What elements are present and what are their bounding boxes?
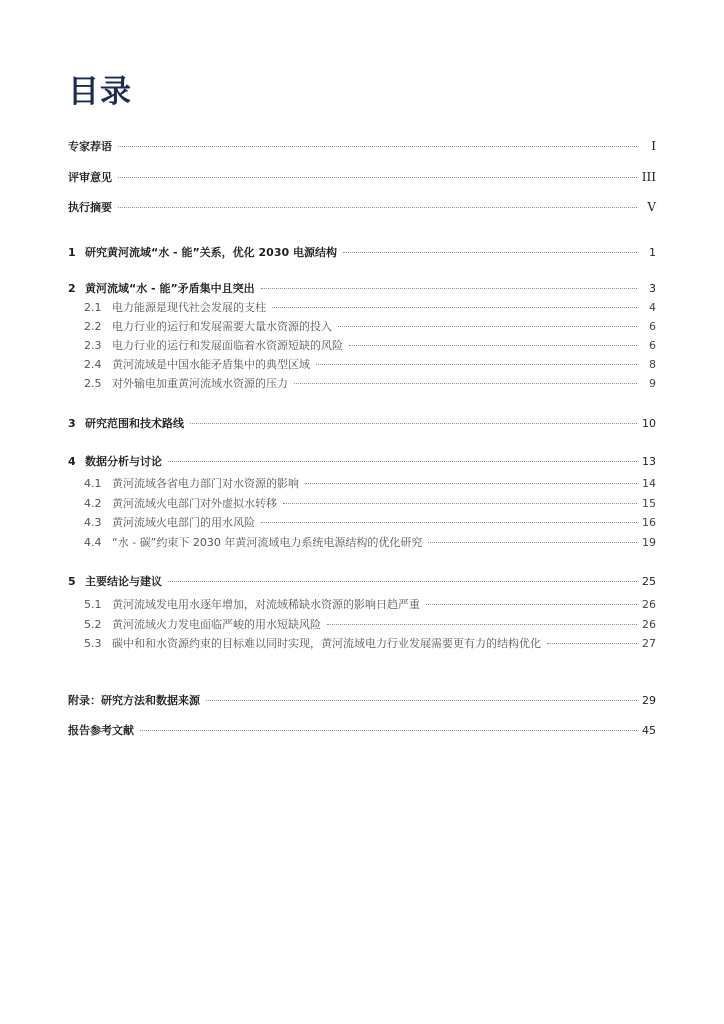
toc-page-number: 3 [649,282,656,295]
toc-chapter-1[interactable] [68,246,656,260]
dot-leader [140,730,637,731]
toc-chapter-2[interactable] [68,282,656,296]
section-number: 4.2 [84,497,102,510]
section-title: 黄河流域是中国水能矛盾集中的典型区域 [112,358,310,371]
dot-leader [305,483,637,484]
dot-leader [206,700,637,701]
dot-leader [261,288,637,289]
toc-section-2-4[interactable] [84,358,656,372]
toc-section-4-1[interactable] [84,477,656,491]
section-number: 5.2 [84,618,102,631]
toc-entry-front-3[interactable] [68,200,656,215]
toc-page-number: 14 [642,477,656,490]
dot-leader [343,252,637,253]
section-number: 2.4 [84,358,102,371]
chapter-title: 黄河流域“水 - 能”矛盾集中且突出 [85,282,255,295]
dot-leader [547,643,637,644]
chapter-number: 5 [68,575,76,588]
toc-page-number: 15 [642,497,656,510]
toc-page-number: 6 [649,320,656,333]
toc-chapter-5[interactable] [68,575,656,589]
toc-entry-references[interactable] [68,724,656,738]
toc-page-number: 6 [649,339,656,352]
toc-entry-front-2[interactable] [68,170,656,185]
toc-page-number: 1 [649,246,656,259]
toc-page-number: 8 [649,358,656,371]
chapter-title: 主要结论与建议 [85,575,162,588]
dot-leader [338,326,637,327]
page-title: 目录 [68,74,132,110]
dot-leader [283,503,637,504]
toc-section-5-2[interactable] [84,618,656,632]
section-number: 2.2 [84,320,102,333]
toc-section-4-2[interactable] [84,497,656,511]
dot-leader [261,522,637,523]
dot-leader [294,383,637,384]
toc-page-number: V [647,200,656,214]
toc-entry-label: 评审意见 [68,171,112,184]
toc-chapter-4[interactable] [68,455,656,469]
dot-leader [272,307,637,308]
toc-page-number: 25 [642,575,656,588]
toc-page-number: I [651,139,656,153]
section-number: 2.5 [84,377,102,390]
chapter-title: 研究范围和技术路线 [85,417,184,430]
toc-page-number: 45 [642,724,656,737]
toc-page-number: 26 [642,598,656,611]
chapter-title: 研究黄河流域“水 - 能”关系，优化 2030 电源结构 [85,246,337,259]
chapter-number: 4 [68,455,76,468]
toc-page-number: III [641,170,656,184]
toc-page-number: 27 [642,637,656,650]
dot-leader [428,542,637,543]
toc-page-number: 19 [642,536,656,549]
dot-leader [327,624,637,625]
dot-leader [316,364,637,365]
toc-page-number: 9 [649,377,656,390]
section-title: 碳中和和水资源约束的目标难以同时实现，黄河流域电力行业发展需要更有力的结构优化 [112,637,541,650]
dot-leader [349,345,637,346]
section-number: 2.3 [84,339,102,352]
section-number: 5.1 [84,598,102,611]
dot-leader [168,581,637,582]
toc-section-2-1[interactable] [84,301,656,315]
toc-section-5-3[interactable] [84,637,656,651]
section-title: 对外输电加重黄河流域水资源的压力 [112,377,288,390]
toc-entry-label: 执行摘要 [68,201,112,214]
dot-leader [190,423,637,424]
section-title: 黄河流域各省电力部门对水资源的影响 [112,477,299,490]
toc-entry-label: 附录：研究方法和数据来源 [68,694,200,707]
toc-section-4-3[interactable] [84,516,656,530]
dot-leader [168,461,637,462]
section-number: 2.1 [84,301,102,314]
section-number: 5.3 [84,637,102,650]
section-number: 4.4 [84,536,102,549]
toc-page-number: 29 [642,694,656,707]
section-title: “水 - 碳”约束下 2030 年黄河流域电力系统电源结构的优化研究 [112,536,423,549]
section-title: 电力能源是现代社会发展的支柱 [112,301,266,314]
toc-section-2-3[interactable] [84,339,656,353]
toc-page-number: 13 [642,455,656,468]
section-title: 黄河流域发电用水逐年增加，对流域稀缺水资源的影响日趋严重 [112,598,420,611]
toc-section-5-1[interactable] [84,598,656,612]
section-title: 黄河流域火电部门的用水风险 [112,516,255,529]
toc-page-number: 26 [642,618,656,631]
toc-page-number: 10 [642,417,656,430]
toc-entry-front-1[interactable] [68,139,656,154]
dot-leader [426,604,637,605]
section-title: 电力行业的运行和发展需要大量水资源的投入 [112,320,332,333]
toc-entry-label: 报告参考文献 [68,724,134,737]
toc-section-2-2[interactable] [84,320,656,334]
section-title: 黄河流域火电部门对外虚拟水转移 [112,497,277,510]
toc-entry-label: 专家荐语 [68,140,112,153]
toc-chapter-3[interactable] [68,417,656,431]
toc-section-4-4[interactable] [84,536,656,550]
chapter-number: 2 [68,282,76,295]
toc-section-2-5[interactable] [84,377,656,391]
section-number: 4.1 [84,477,102,490]
dot-leader [118,146,637,147]
toc-page-number: 16 [642,516,656,529]
dot-leader [118,207,637,208]
section-title: 电力行业的运行和发展面临着水资源短缺的风险 [112,339,343,352]
toc-page-number: 4 [649,301,656,314]
chapter-number: 1 [68,246,76,259]
chapter-title: 数据分析与讨论 [85,455,162,468]
dot-leader [118,177,637,178]
toc-entry-appendix[interactable] [68,694,656,708]
section-number: 4.3 [84,516,102,529]
chapter-number: 3 [68,417,76,430]
section-title: 黄河流域火力发电面临严峻的用水短缺风险 [112,618,321,631]
